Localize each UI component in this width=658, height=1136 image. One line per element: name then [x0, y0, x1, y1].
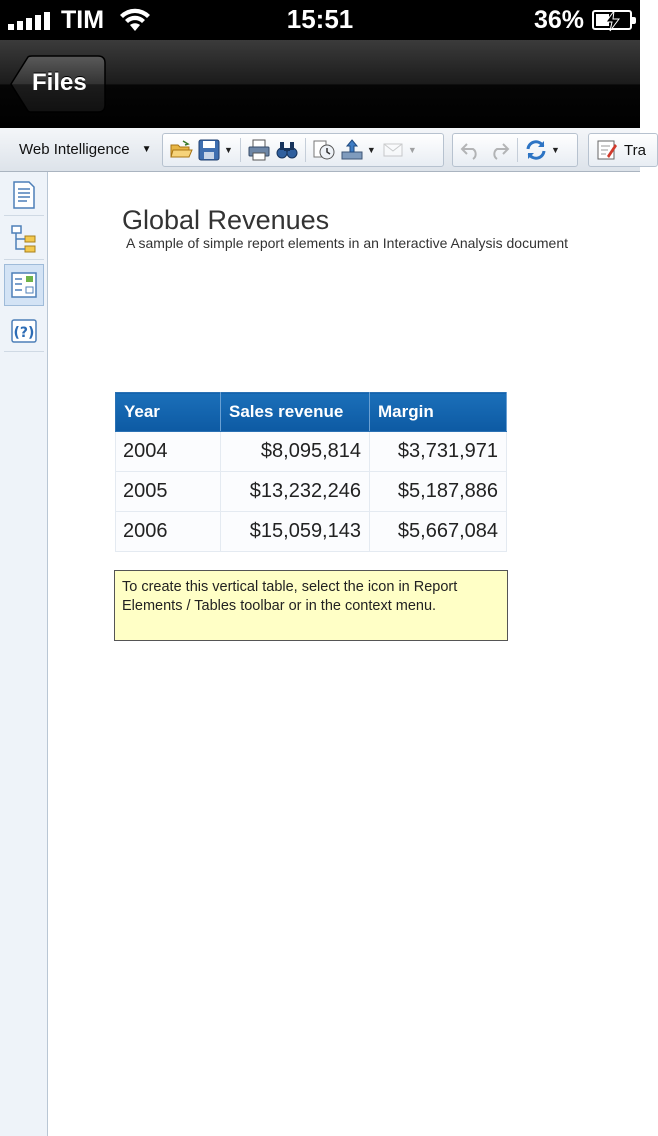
- app-menu-label: Web Intelligence: [19, 141, 130, 158]
- cell-sales-revenue[interactable]: $13,232,246: [221, 472, 370, 512]
- export-icon[interactable]: [340, 138, 364, 162]
- export-options-chevron-icon[interactable]: ▼: [366, 145, 376, 155]
- report-page: [49, 172, 640, 1136]
- report-subtitle: A sample of simple report elements in an Interactive Analysis document: [126, 235, 568, 251]
- back-button-label: Files: [32, 69, 87, 96]
- toolbar-divider: [305, 138, 306, 162]
- track-changes-icon[interactable]: [595, 138, 619, 162]
- column-header-margin[interactable]: Margin: [370, 393, 507, 432]
- report-title: Global Revenues: [122, 205, 330, 235]
- report-elements-icon: [10, 271, 38, 299]
- history-icon[interactable]: [312, 138, 336, 162]
- cell-sales-revenue[interactable]: $8,095,814: [221, 432, 370, 472]
- redo-icon: [487, 138, 511, 162]
- toolbar-divider: [517, 138, 518, 162]
- status-right: [534, 5, 632, 35]
- track-label[interactable]: Tra: [624, 141, 646, 159]
- toolbar-divider: [240, 138, 241, 162]
- cell-year[interactable]: 2006: [116, 512, 221, 552]
- info-note: To create this vertical table, select the icon in Report Elements / Tables toolbar or in the context menu.: [114, 570, 508, 641]
- table-header-row: [116, 393, 507, 432]
- web-intelligence-menu[interactable]: [0, 128, 158, 171]
- navigation-bar: [0, 40, 640, 128]
- battery-icon: [592, 10, 632, 30]
- document-structure-icon: [11, 180, 37, 210]
- help-icon: [10, 317, 38, 345]
- data-tree-button[interactable]: [4, 218, 44, 260]
- save-options-chevron-icon[interactable]: ▼: [224, 145, 233, 155]
- status-bar: [0, 0, 640, 40]
- undo-icon: [459, 138, 483, 162]
- document-structure-button[interactable]: [4, 174, 44, 216]
- open-folder-icon[interactable]: [169, 138, 193, 162]
- cell-sales-revenue[interactable]: $15,059,143: [221, 512, 370, 552]
- track-tools-group: [588, 133, 658, 167]
- column-header-year[interactable]: Year: [116, 393, 221, 432]
- data-tree-icon: [10, 224, 38, 254]
- battery-percentage: 36%: [533, 5, 584, 34]
- refresh-icon[interactable]: [524, 138, 548, 162]
- cell-year[interactable]: 2005: [116, 472, 221, 512]
- revenue-table[interactable]: [115, 392, 507, 552]
- find-icon[interactable]: [275, 138, 299, 162]
- email-options-chevron-icon: ▼: [407, 145, 417, 155]
- toolbar: [0, 128, 646, 172]
- svg-text:(?): (?): [13, 324, 35, 341]
- file-tools-group: [162, 133, 444, 167]
- status-time: 15:51: [286, 4, 354, 34]
- print-icon[interactable]: [247, 138, 271, 162]
- back-button[interactable]: [10, 55, 106, 113]
- chevron-down-icon: ▼: [141, 144, 152, 155]
- cell-margin[interactable]: $5,187,886: [370, 472, 507, 512]
- carrier-name: TIM: [61, 5, 105, 34]
- refresh-options-chevron-icon[interactable]: ▼: [551, 145, 560, 155]
- table-row: [116, 432, 507, 472]
- table-row: [116, 512, 507, 552]
- charging-bolt-icon: [603, 11, 623, 31]
- report-elements-button[interactable]: [4, 264, 44, 306]
- help-button[interactable]: [4, 310, 44, 352]
- side-panel-rail: [0, 172, 48, 1136]
- save-icon[interactable]: [197, 138, 221, 162]
- column-header-sales-revenue[interactable]: Sales revenue: [221, 393, 370, 432]
- table-row: [116, 472, 507, 512]
- cell-margin[interactable]: $5,667,084: [370, 512, 507, 552]
- cell-year[interactable]: 2004: [116, 432, 221, 472]
- cell-margin[interactable]: $3,731,971: [370, 432, 507, 472]
- email-icon: [381, 138, 405, 162]
- history-tools-group: [452, 133, 578, 167]
